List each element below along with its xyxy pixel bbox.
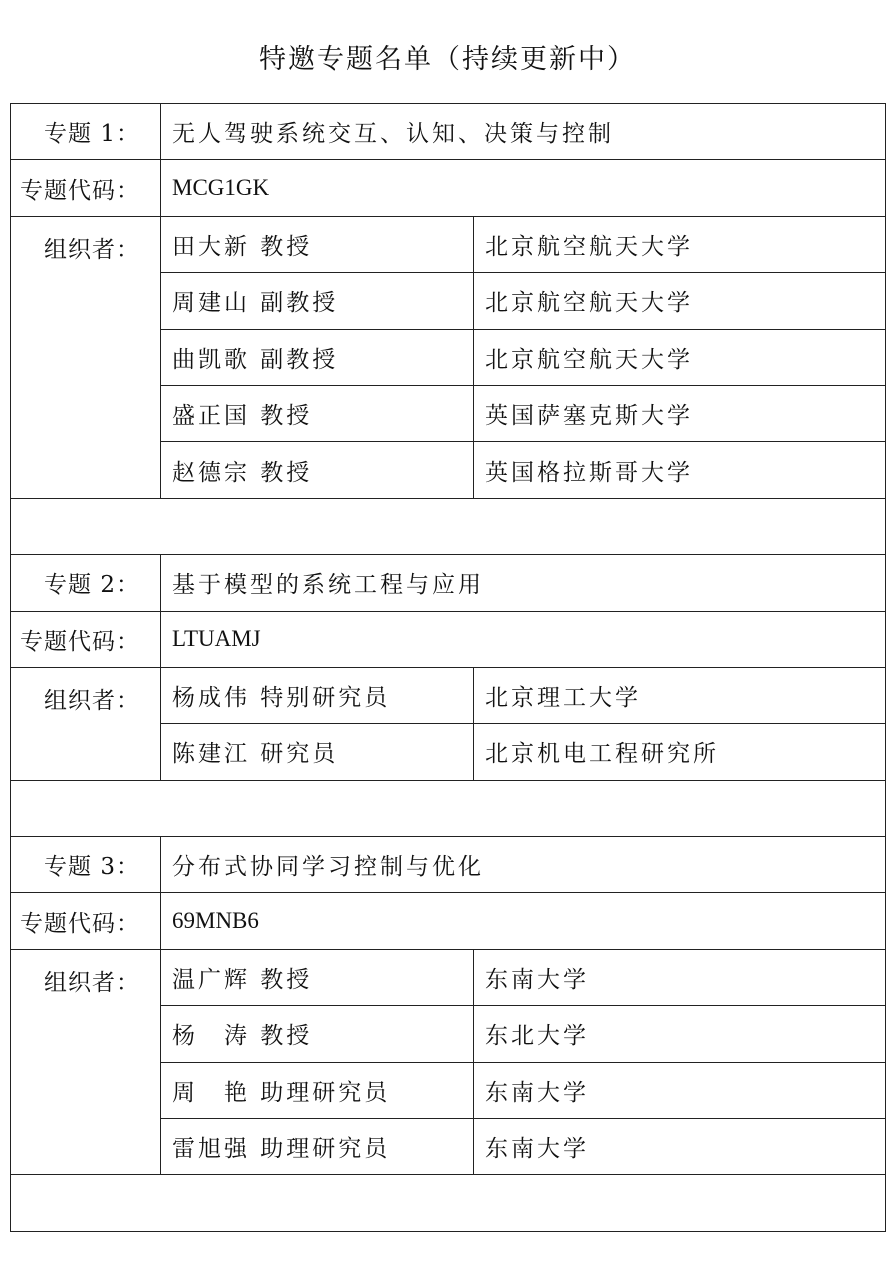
organizer-institution: 英国格拉斯哥大学 (474, 442, 886, 498)
spacer-row (11, 1175, 886, 1231)
topic-3-code-row (11, 893, 886, 949)
organizer-name: 温广辉 教授 (161, 949, 474, 1005)
code-label: 专题代码： (11, 611, 161, 667)
organizers-label: 组织者： (11, 949, 161, 1175)
organizers-label: 组织者： (11, 216, 161, 498)
topic-3-title-row (11, 837, 886, 893)
organizer-institution: 东北大学 (474, 1006, 886, 1062)
organizer-name: 盛正国 教授 (161, 385, 474, 441)
organizer-institution: 东南大学 (474, 1062, 886, 1118)
organizer-name: 田大新 教授 (161, 216, 474, 272)
topic-code: MCG1GK (161, 160, 886, 216)
spacer-row (11, 498, 886, 554)
organizer-row (11, 949, 886, 1005)
organizer-institution: 东南大学 (474, 1119, 886, 1175)
organizer-institution: 东南大学 (474, 949, 886, 1005)
spacer-cell (11, 1175, 886, 1231)
organizer-institution: 北京机电工程研究所 (474, 724, 886, 780)
topic-code: LTUAMJ (161, 611, 886, 667)
code-label: 专题代码： (11, 893, 161, 949)
topic-label: 专题 1： (11, 104, 161, 160)
spacer-cell (11, 498, 886, 554)
code-label: 专题代码： (11, 160, 161, 216)
organizer-institution: 北京航空航天大学 (474, 329, 886, 385)
topic-name: 分布式协同学习控制与优化 (161, 837, 886, 893)
organizer-row (11, 216, 886, 272)
topic-1-code-row (11, 160, 886, 216)
spacer-cell (11, 780, 886, 836)
topic-2-code-row (11, 611, 886, 667)
organizer-name: 周建山 副教授 (161, 273, 474, 329)
topic-label: 专题 2： (11, 555, 161, 611)
organizer-name: 雷旭强 助理研究员 (161, 1119, 474, 1175)
topic-2-title-row (11, 555, 886, 611)
organizer-name: 陈建江 研究员 (161, 724, 474, 780)
organizer-institution: 北京航空航天大学 (474, 273, 886, 329)
organizer-name: 杨 涛 教授 (161, 1006, 474, 1062)
topic-name: 无人驾驶系统交互、认知、决策与控制 (161, 104, 886, 160)
topic-label: 专题 3： (11, 837, 161, 893)
organizer-name: 杨成伟 特别研究员 (161, 667, 474, 723)
organizer-name: 曲凯歌 副教授 (161, 329, 474, 385)
spacer-row (11, 780, 886, 836)
organizer-institution: 英国萨塞克斯大学 (474, 385, 886, 441)
topics-table (10, 103, 886, 1232)
topic-code: 69MNB6 (161, 893, 886, 949)
organizer-institution: 北京理工大学 (474, 667, 886, 723)
page-title: 特邀专题名单（持续更新中） (259, 44, 636, 75)
organizers-label: 组织者： (11, 667, 161, 780)
organizer-institution: 北京航空航天大学 (474, 216, 886, 272)
topic-name: 基于模型的系统工程与应用 (161, 555, 886, 611)
organizer-row (11, 667, 886, 723)
topic-1-title-row (11, 104, 886, 160)
organizer-name: 赵德宗 教授 (161, 442, 474, 498)
organizer-name: 周 艳 助理研究员 (161, 1062, 474, 1118)
